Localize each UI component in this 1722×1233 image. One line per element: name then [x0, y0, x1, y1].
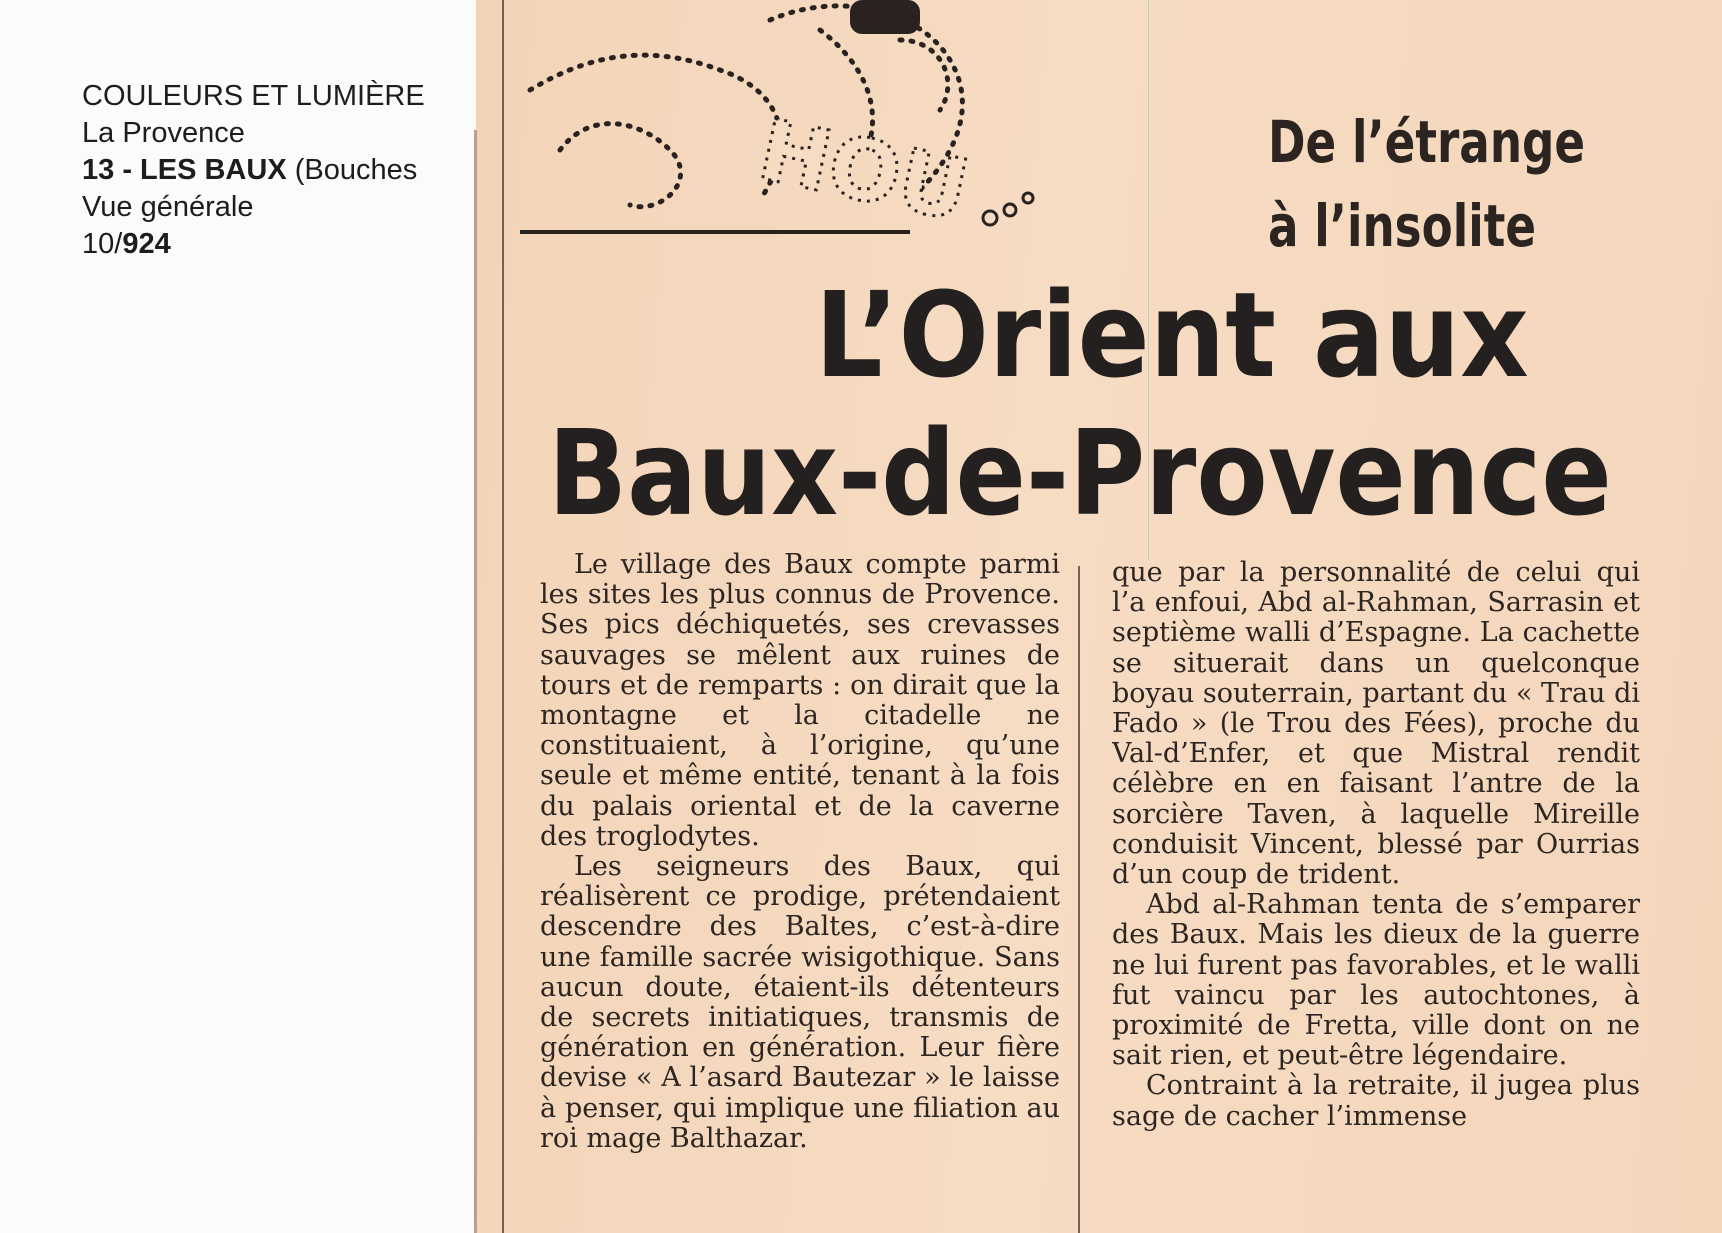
caption-view: Vue générale — [82, 191, 254, 223]
caption-ref-prefix: 10/ — [82, 228, 123, 260]
cartoon-illustration — [520, 0, 1060, 240]
col2-paragraph: Abd al-Rahman tenta de s’emparer des Baux. Mais les dieux de la guerre ne lui furent pas favorables, et le walli fut vaincu par les autochtones, à proximité de Fretta, ville dont on ne sait rien, et peut-être légendaire. — [1112, 889, 1640, 1072]
caption-series: COULEURS ET LUMIÈRE — [82, 80, 425, 112]
postcard-caption — [82, 78, 502, 263]
kicker-line-1: De l’étrange — [1268, 108, 1586, 176]
kicker-line-2: à l’insolite — [1268, 192, 1537, 260]
headline-line-1: L’Orient aux — [815, 266, 1529, 404]
cartoon-hou-text: HOU — [750, 100, 977, 240]
col1-paragraph: Les seigneurs des Baux, qui réalisèrent ce prodige, prétendaient descendre des Baltes, c’est-à-dire une famille sacrée wisigothique. Sans aucun doute, étaient-ils détenteurs de secrets initiatiques, transmis de génération en génération. Leur fière devise « A l’asard Bautezar » le laisse à penser, qui implique une filiation au roi mage Balthazar. — [540, 851, 1060, 1154]
caption-ref — [82, 226, 502, 263]
caption-place — [82, 152, 502, 189]
clipping-border-rule — [502, 0, 504, 1233]
headline-line-2: Baux-de-Provence — [548, 404, 1612, 542]
column-divider — [1078, 566, 1080, 1233]
article-column-2 — [1112, 558, 1640, 1233]
caption-place-rest: (Bouches — [286, 154, 418, 186]
caption-ref-number: 924 — [122, 228, 171, 260]
col1-paragraph: Le village des Baux compte parmi les sites les plus connus de Provence. Ses pics déchiquetés, ses crevasses sauvages se mêlent aux ruines de tours et de remparts : on dirait que la montagne et la citadelle ne constituaient, à l’origine, qu’une seule et même entité, tenant à la fois du palais oriental et de la caverne des troglodytes. — [540, 550, 1060, 852]
col2-paragraph: Contraint à la retraite, il jugea plus sage de cacher l’immense — [1112, 1070, 1640, 1132]
caption-region: La Provence — [82, 117, 245, 149]
caption-place-number: 13 - LES BAUX — [82, 154, 287, 186]
clipping-edge — [474, 130, 477, 1233]
article-kicker — [1268, 100, 1596, 268]
article-column-1 — [540, 550, 1060, 1233]
col2-paragraph: que par la personnalité de celui qui l’a enfoui, Abd al-Rahman, Sarrasin et septième walli d’Espagne. La cachette se situerait dans un quelconque boyau souterrain, partant du « Trau di Fado » (le Trou des Fées), proche du Val-d’Enfer, et que Mistral rendit célèbre en en faisant l’antre de la sorcière Taven, à laquelle Mireille conduisit Vincent, blessé par Ourrias d’un coup de trident. — [1112, 558, 1640, 891]
